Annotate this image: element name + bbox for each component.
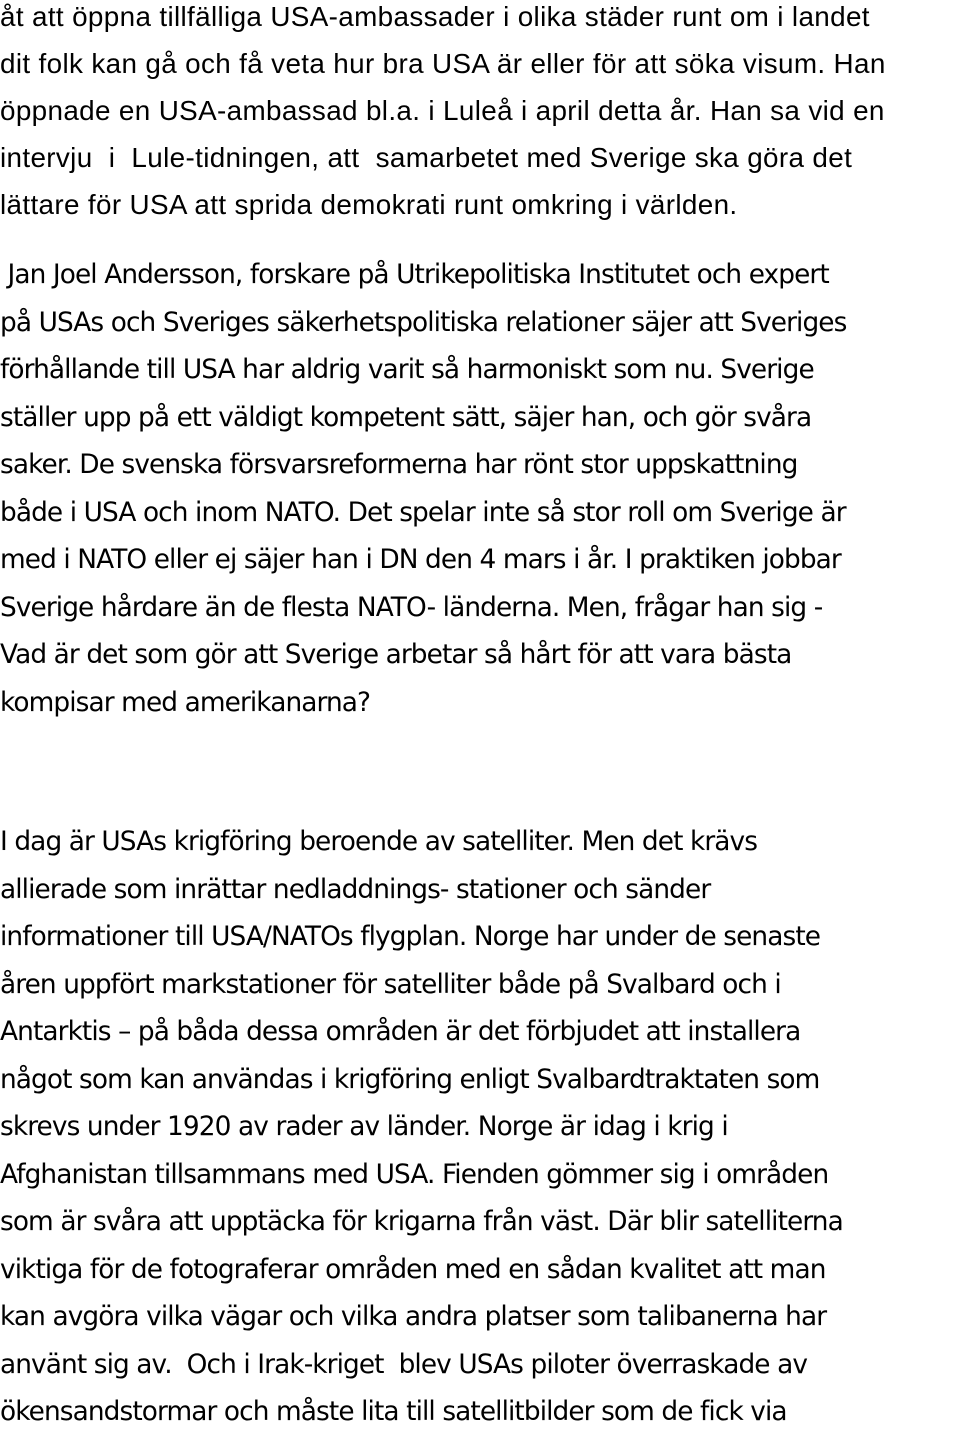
text-line: ställer upp på ett väldigt kompetent sätt, säjer han, och gör svåra bbox=[0, 402, 812, 433]
text-line: ökensandstormar och måste lita till satellitbilder som de fick via bbox=[0, 1397, 787, 1427]
text-line: kompisar med amerikanarna? bbox=[0, 687, 371, 718]
text-line: med i NATO eller ej säjer han i DN den 4 mars i år. I praktiken jobbar bbox=[0, 545, 841, 575]
text-line: saker. De svenska försvarsreformerna har rönt stor uppskattning bbox=[0, 450, 798, 480]
text-line: Antarktis – på båda dessa områden är det förbjudet att installera bbox=[0, 1017, 801, 1047]
paragraph-andersson bbox=[0, 252, 960, 727]
text-line: I dag är USAs krigföring beroende av satelliter. Men det krävs bbox=[0, 827, 758, 857]
text-line: åren uppfört markstationer för satelliter både på Svalbard och i bbox=[0, 969, 781, 1000]
text-line: allierade som inrättar nedladdnings- stationer och sänder bbox=[0, 874, 711, 905]
text-line: lättare för USA att sprida demokrati runt omkring i världen. bbox=[0, 189, 738, 220]
text-line: dit folk kan gå och få veta hur bra USA är eller för att söka visum. Han bbox=[0, 48, 886, 79]
text-line: på USAs och Sveriges säkerhetspolitiska relationer säjer att Sveriges bbox=[0, 307, 847, 338]
text-line: som är svåra att upptäcka för krigarna från väst. Där blir satelliterna bbox=[0, 1207, 843, 1237]
text-line: använt sig av. Och i Irak-kriget blev USAs piloter överraskade av bbox=[0, 1349, 808, 1380]
paragraph-embassies bbox=[0, 0, 960, 228]
text-line: Sverige hårdare än de flesta NATO- länderna. Men, frågar han sig - bbox=[0, 592, 823, 623]
text-line: Jan Joel Andersson, forskare på Utrikepolitiska Institutet och expert bbox=[0, 260, 829, 290]
text-line: öppnade en USA-ambassad bl.a. i Luleå i april detta år. Han sa vid en bbox=[0, 95, 885, 126]
text-line: intervju i Lule-tidningen, att samarbetet med Sverige ska göra det bbox=[0, 142, 853, 173]
text-line: Vad är det som gör att Sverige arbetar så hårt för att vara bästa bbox=[0, 640, 792, 670]
text-line: något som kan användas i krigföring enligt Svalbardtraktaten som bbox=[0, 1064, 820, 1095]
text-line: både i USA och inom NATO. Det spelar inte så stor roll om Sverige är bbox=[0, 497, 846, 528]
text-line: Afghanistan tillsammans med USA. Fienden gömmer sig i områden bbox=[0, 1159, 829, 1190]
paragraph-satellites bbox=[0, 819, 960, 1437]
text-line: informationer till USA/NATOs flygplan. Norge har under de senaste bbox=[0, 922, 821, 952]
text-line: viktiga för de fotograferar områden med en sådan kvalitet att man bbox=[0, 1254, 826, 1285]
text-line: åt att öppna tillfälliga USA-ambassader i olika städer runt om i landet bbox=[0, 1, 870, 32]
text-line: förhållande till USA har aldrig varit så harmoniskt som nu. Sverige bbox=[0, 355, 814, 385]
text-line: kan avgöra vilka vägar och vilka andra platser som talibanerna har bbox=[0, 1302, 827, 1332]
text-line: skrevs under 1920 av rader av länder. Norge är idag i krig i bbox=[0, 1112, 728, 1142]
